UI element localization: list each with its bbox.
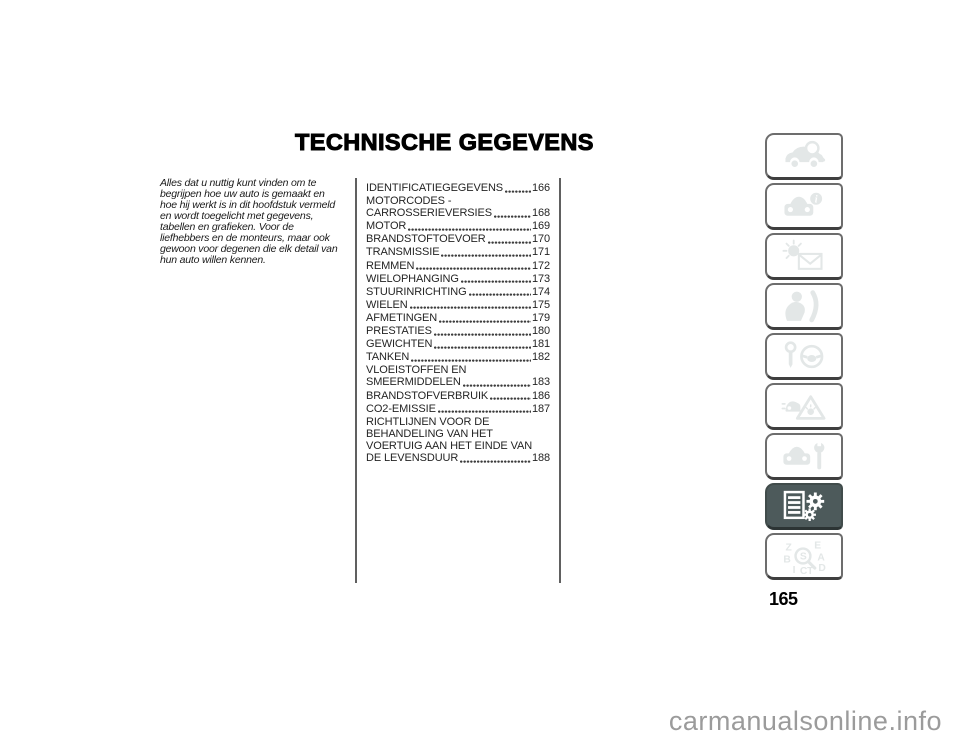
svg-text:A: A (817, 552, 825, 564)
intro-line: liefhebbers en de monteurs, maar ook (160, 232, 330, 244)
dotted-leader (488, 241, 531, 244)
toc-label: CO2-EMISSIE (366, 402, 436, 415)
toc-label-line: VLOEISTOFFEN EN (366, 364, 467, 377)
sidebar-tab-maintenance (765, 433, 843, 480)
toc-label: STUURINRICHTING (366, 285, 467, 298)
toc-page-number: 186 (531, 389, 550, 402)
dotted-leader (411, 359, 531, 362)
intro-line: tabellen en grafieken. Voor de (160, 221, 294, 233)
toc-label-line: BEHANDELING VAN HET (366, 427, 493, 440)
toc-entry (366, 351, 550, 363)
toc-page-number: 171 (531, 246, 550, 259)
toc-page-number: 182 (531, 351, 550, 364)
toc-entry (366, 299, 550, 311)
toc-label: SMEERMIDDELEN (366, 376, 461, 389)
toc-page-number: 168 (531, 207, 550, 220)
toc-page-number: 183 (531, 376, 550, 389)
toc-label: TANKEN (366, 351, 410, 364)
toc-label: GEWICHTEN (366, 338, 433, 351)
toc-label: REMMEN (366, 259, 415, 272)
toc-entry (366, 286, 550, 298)
sidebar-tab-starting-driving (765, 333, 843, 380)
toc-page-number: 188 (531, 451, 550, 464)
car-wrench-icon (781, 439, 827, 474)
svg-text:D: D (818, 562, 826, 574)
sidebar-tab-safety-airbag (765, 283, 843, 330)
svg-text:C: C (799, 565, 808, 574)
toc-label: PRESTATIES (366, 325, 432, 338)
toc-label: WIELEN (366, 298, 408, 311)
sidebar-tab-car-information (765, 183, 843, 230)
intro-line: begrijpen hoe uw auto is gemaakt en (160, 188, 325, 200)
dotted-leader (494, 215, 531, 218)
page-number: 165 (769, 589, 798, 609)
dotted-leader (469, 293, 531, 296)
dotted-leader (438, 410, 531, 413)
toc-page-number: 179 (531, 311, 550, 324)
toc-page-number: 174 (531, 285, 550, 298)
toc-entry (366, 325, 550, 337)
toc-label: MOTOR (366, 220, 407, 233)
tech-data-icon (781, 489, 827, 524)
toc-entry (366, 312, 550, 324)
dotted-leader (460, 460, 531, 463)
toc-label-line: RICHTLIJNEN VOOR DE (366, 415, 490, 428)
chapter-tab-strip (765, 133, 843, 583)
toc-entry (366, 195, 550, 219)
toc-entry (366, 338, 550, 350)
toc-label: DE LEVENSDUUR (366, 451, 459, 464)
toc-page-number: 173 (531, 272, 550, 285)
car-info-icon (781, 189, 827, 224)
toc-entry (366, 233, 550, 245)
sidebar-tab-emergency (765, 383, 843, 430)
intro-line: hoe hij werkt is in dit hoofdstuk vermeld (160, 199, 336, 211)
dotted-leader (416, 267, 531, 270)
dotted-leader (441, 254, 530, 257)
watermark-text: carmanualsonline.info (668, 706, 942, 736)
toc-label: CARROSSERIEVERSIES (366, 207, 492, 220)
dotted-leader (490, 397, 531, 400)
toc-label: BRANDSTOFTOEVOER (366, 233, 486, 246)
toc-page-number: 166 (531, 182, 550, 194)
toc-page-number: 181 (531, 338, 550, 351)
toc-page-number: 187 (531, 402, 550, 415)
toc-label: BRANDSTOFVERBRUIK (366, 389, 489, 402)
toc-entry (366, 273, 550, 285)
svg-text:I: I (792, 564, 796, 574)
svg-text:B: B (783, 554, 791, 566)
intro-paragraph (160, 178, 370, 266)
toc-page-number: 172 (531, 259, 550, 272)
sidebar-tab-index (765, 533, 843, 580)
toc-label: WIELOPHANGING (366, 272, 459, 285)
toc-page-number: 175 (531, 298, 550, 311)
toc-entry (366, 246, 550, 258)
toc-entry (366, 416, 550, 464)
svg-text:E: E (814, 539, 822, 551)
dotted-leader (434, 333, 531, 336)
car-search-icon (781, 139, 827, 174)
airbag-icon (781, 289, 827, 324)
dotted-leader (505, 190, 531, 193)
intro-line: Alles dat u nuttig kunt vinden om te (160, 177, 317, 189)
emergency-triangle-icon (781, 389, 827, 424)
intro-line: hun auto willen kennen. (160, 254, 266, 266)
toc-entry (366, 390, 550, 402)
chapter-title: TECHNISCHE GEGEVENS (295, 129, 594, 155)
warning-light-mail-icon (781, 239, 827, 274)
sidebar-tab-technical-data (765, 483, 843, 530)
toc-entry (366, 220, 550, 232)
dotted-leader (410, 306, 531, 309)
toc-page-number: 170 (531, 233, 550, 246)
table-of-contents (355, 178, 561, 583)
svg-text:Z: Z (785, 541, 792, 553)
sidebar-tab-getting-to-know (765, 133, 843, 180)
intro-line: gewoon voor degenen die elk detail van (160, 243, 338, 255)
sidebar-tab-warning-lights-messages (765, 233, 843, 280)
svg-text:T: T (807, 565, 814, 574)
svg-text:i: i (814, 194, 818, 206)
dotted-leader (463, 384, 531, 387)
key-steering-icon (781, 339, 827, 374)
toc-label: AFMETINGEN (366, 311, 438, 324)
toc-entry (366, 260, 550, 272)
toc-entry (366, 403, 550, 415)
dotted-leader (408, 228, 531, 231)
toc-entry (366, 182, 550, 194)
dotted-leader (434, 346, 531, 349)
dotted-leader (461, 280, 531, 283)
index-search-icon (781, 539, 827, 574)
toc-page-number: 169 (531, 220, 550, 233)
toc-label: IDENTIFICATIEGEGEVENS (366, 182, 504, 194)
dotted-leader (439, 320, 531, 323)
toc-entry (366, 364, 550, 388)
toc-label-line: VOERTUIG AAN HET EINDE VAN (366, 439, 533, 452)
toc-page-number: 180 (531, 325, 550, 338)
intro-line: en wordt toegelicht met gegevens, (160, 210, 314, 222)
toc-label-line: MOTORCODES - (366, 195, 452, 208)
toc-label: TRANSMISSIE (366, 246, 440, 259)
svg-text:S: S (799, 551, 807, 563)
